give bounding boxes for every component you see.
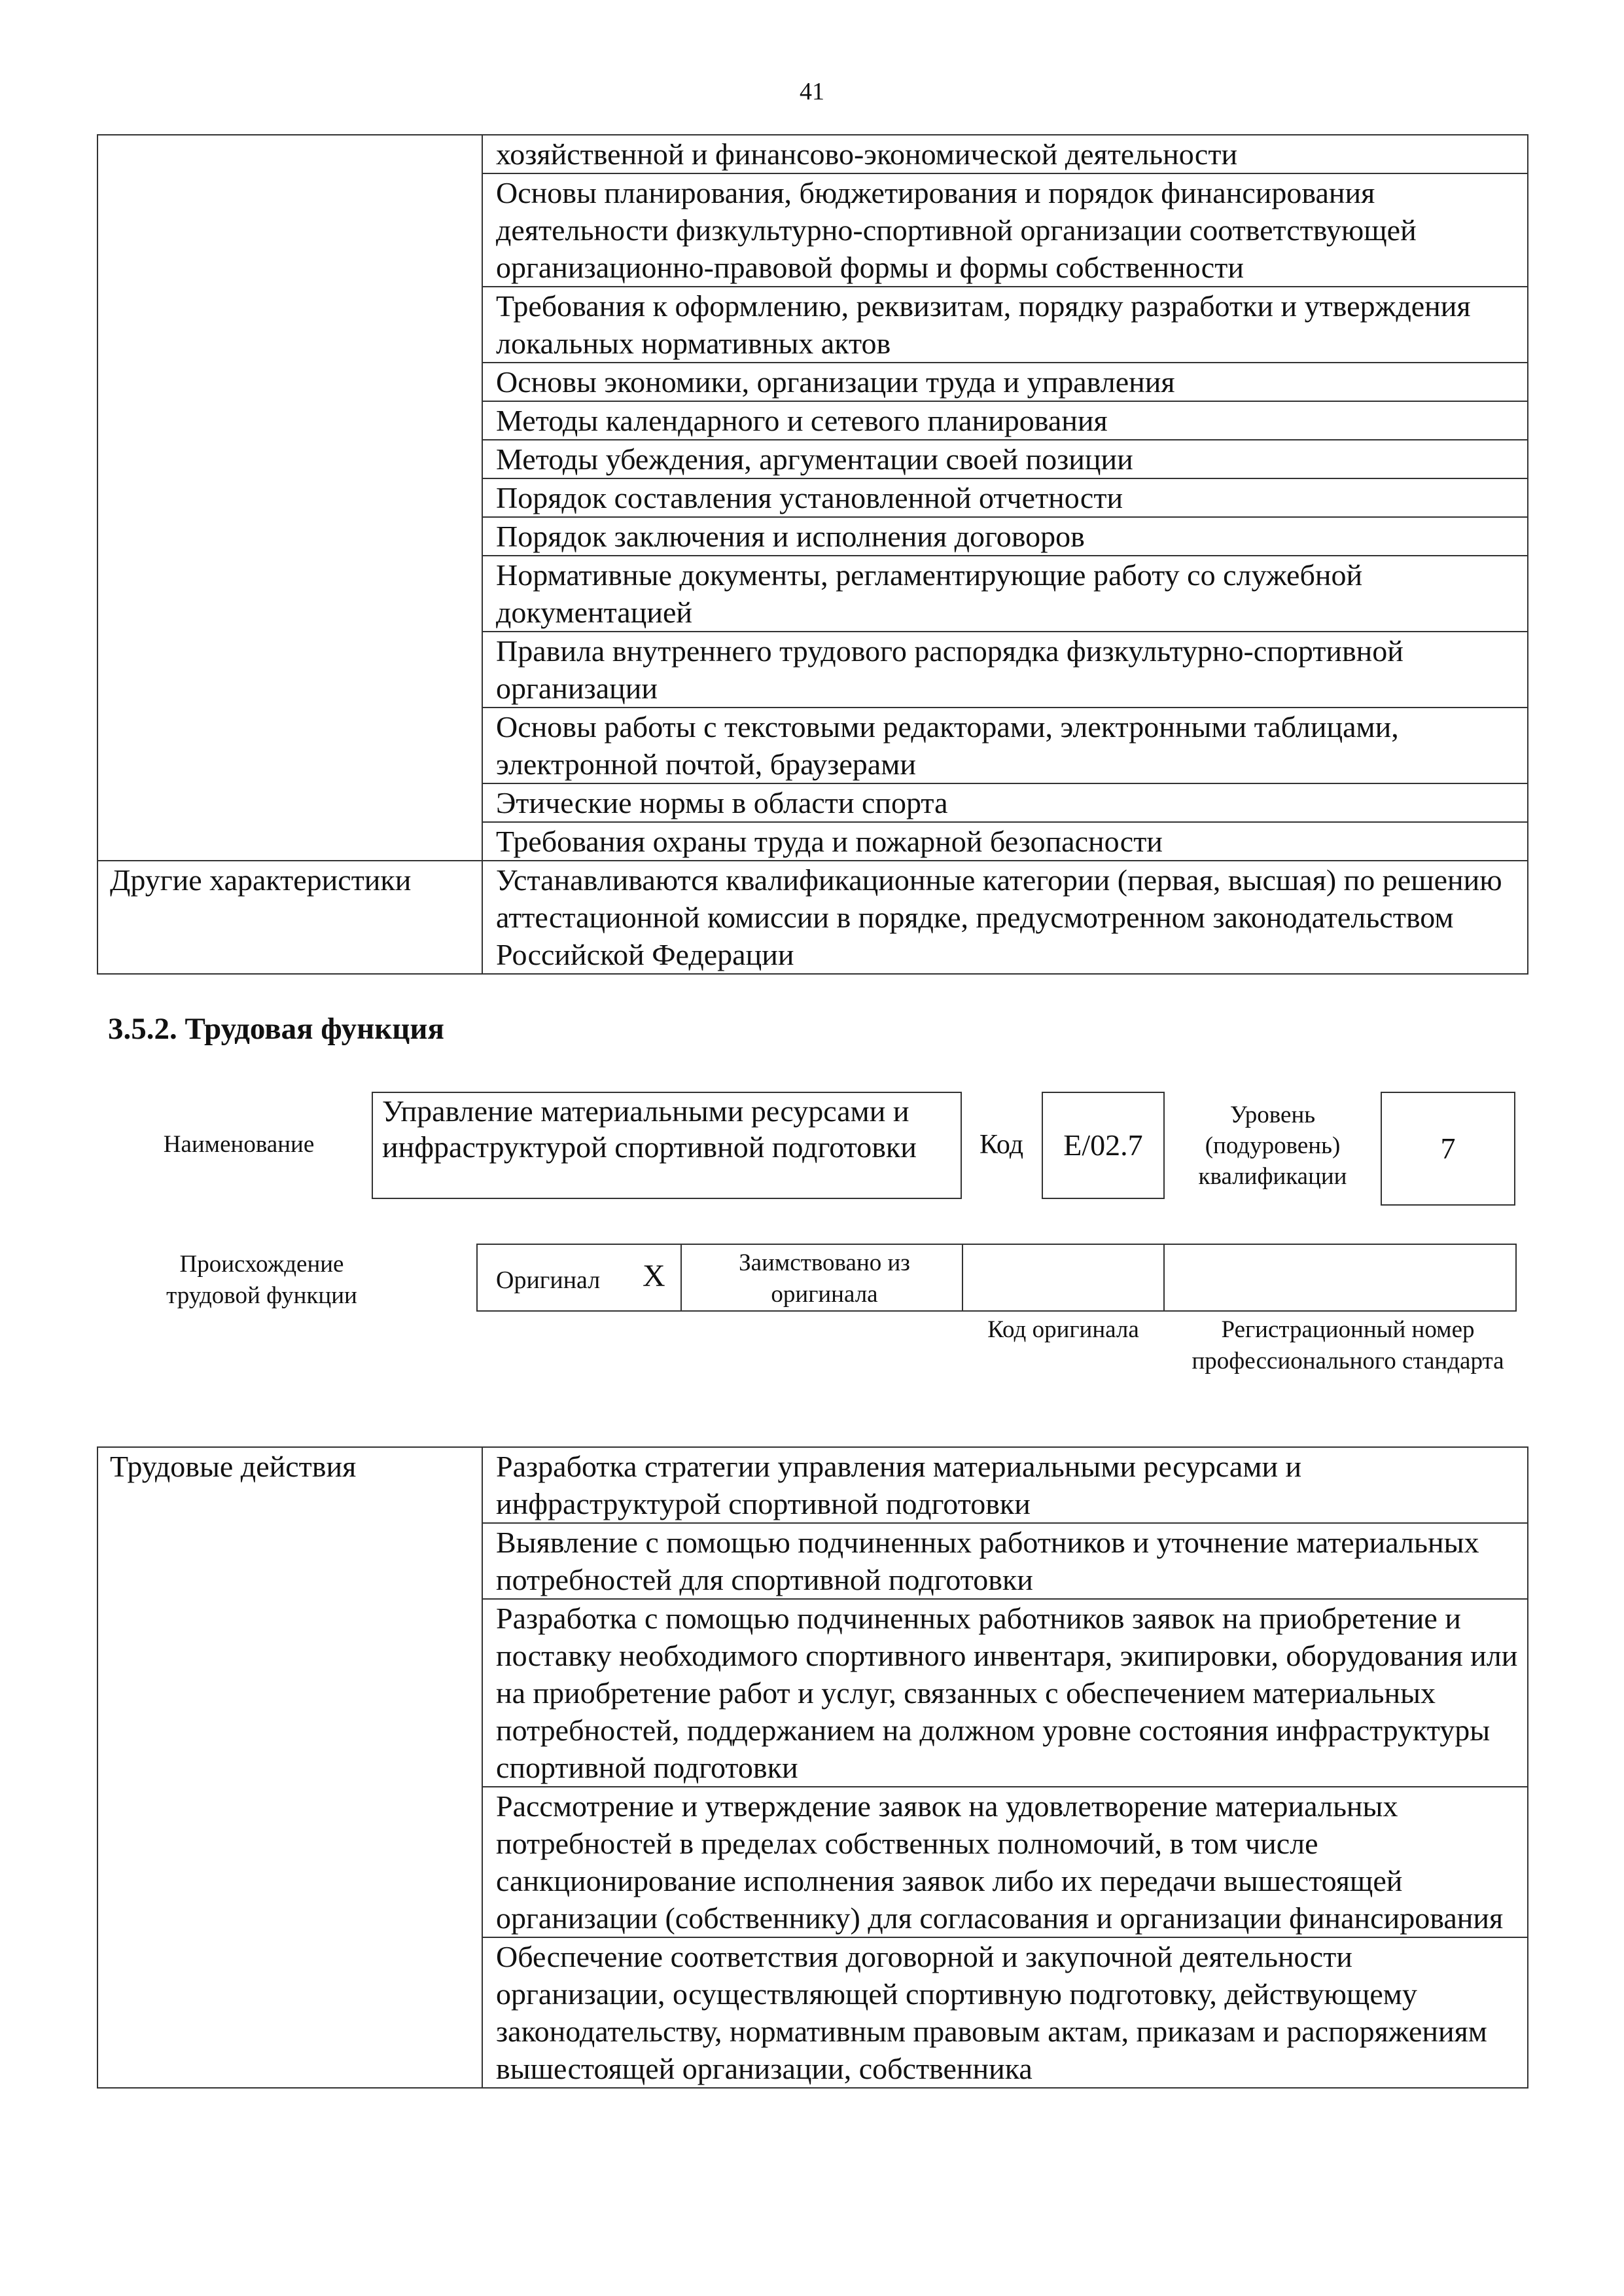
table-row (97, 1447, 1528, 1523)
divider (1163, 1244, 1165, 1312)
table-cell-label (97, 135, 482, 861)
table-cell: Этические нормы в области спорта (482, 783, 1528, 822)
section-title: 3.5.2. Трудовая функция (108, 1012, 444, 1046)
name-label: Наименование (163, 1131, 315, 1158)
origin-label: Происхождение трудовой функции (166, 1251, 357, 1309)
other-characteristics-value: Устанавливаются квалификационные категории (первая, высшая) по решению аттестационной комиссии в порядке, предусмотренном законодательством Российской Федерации (482, 861, 1528, 974)
table-cell: Разработка с помощью подчиненных работников заявок на приобретение и поставку необходимого спортивного инвентаря, экипировки, оборудования или на приобретение работ и услуг, связанных с обеспечением материальных потребностей, поддержанием на должном уровне состояния инфраструктуры спортивной подготовки (482, 1599, 1528, 1787)
level-label: Уровень (подуровень) квалификации (1198, 1102, 1347, 1190)
level-value: 7 (1381, 1092, 1515, 1206)
table-cell: Нормативные документы, регламентирующие работу со служебной документацией (482, 556, 1528, 632)
knowledge-table (97, 134, 1528, 975)
table-cell: Требования охраны труда и пожарной безопасности (482, 822, 1528, 861)
table-cell: Рассмотрение и утверждение заявок на удовлетворение материальных потребностей в пределах собственных полномочий, в том числе санкционирование исполнения заявок либо их передачи вышестоящей организации (собственнику) для согласования и организации финансирования (482, 1787, 1528, 1937)
table-cell: Требования к оформлению, реквизитам, порядку разработки и утверждения локальных нормативных актов (482, 287, 1528, 363)
table-cell: Методы убеждения, аргументации своей позиции (482, 440, 1528, 478)
actions-label: Трудовые действия (97, 1447, 482, 2088)
table-cell: Выявление с помощью подчиненных работников и уточнение материальных потребностей для спортивной подготовки (482, 1523, 1528, 1599)
table-row (97, 135, 1528, 173)
original-mark: X (643, 1259, 665, 1293)
table-cell: Методы календарного и сетевого планирования (482, 401, 1528, 440)
page-number: 41 (800, 78, 824, 105)
registration-number-caption: Регистрационный номер профессионального стандарта (1192, 1316, 1504, 1374)
table-cell: Основы планирования, бюджетирования и порядок финансирования деятельности физкультурно-спортивной организации соответствующей организационно-правовой формы и формы собственности (482, 173, 1528, 287)
table-cell: Основы работы с текстовыми редакторами, электронными таблицами, электронной почтой, браузерами (482, 708, 1528, 783)
borrowed-label: Заимствовано из оригинала (739, 1249, 910, 1308)
original-label: Оригинал (496, 1266, 601, 1294)
table-cell: Основы экономики, организации труда и управления (482, 363, 1528, 401)
other-characteristics-label: Другие характеристики (97, 861, 482, 974)
table-cell: Порядок заключения и исполнения договоров (482, 517, 1528, 556)
table-cell: Правила внутреннего трудового распорядка физкультурно-спортивной организации (482, 632, 1528, 708)
table-cell: Разработка стратегии управления материальными ресурсами и инфраструктурой спортивной подготовки (482, 1447, 1528, 1523)
divider (680, 1244, 682, 1312)
table-cell: хозяйственной и финансово-экономической деятельности (482, 135, 1528, 173)
table-cell: Порядок составления установленной отчетности (482, 478, 1528, 517)
table-row (97, 861, 1528, 974)
table-cell: Обеспечение соответствия договорной и закупочной деятельности организации, осуществляющей спортивную подготовку, действующему законодательству, нормативным правовым актам, приказам и распоряжениям вышестоящей организации, собственника (482, 1937, 1528, 2088)
function-name-value: Управление материальными ресурсами и инфраструктурой спортивной подготовки (372, 1092, 962, 1199)
origin-box (476, 1244, 1517, 1312)
divider (962, 1244, 963, 1312)
function-code-value: E/02.7 (1042, 1092, 1165, 1199)
code-label: Код (980, 1130, 1024, 1160)
actions-table (97, 1446, 1528, 2089)
original-code-caption: Код оригинала (987, 1316, 1139, 1343)
